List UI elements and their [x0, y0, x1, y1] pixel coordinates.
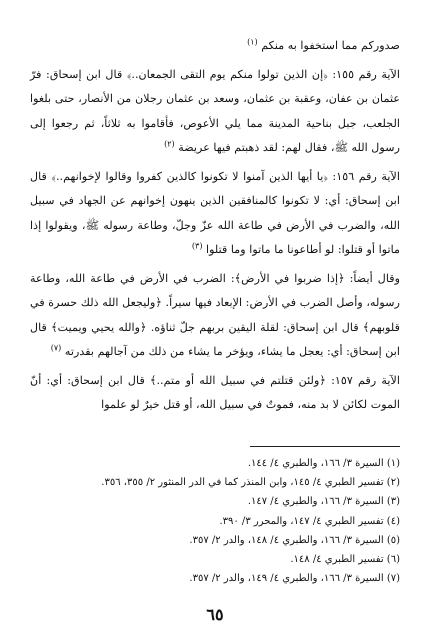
- paragraph-verse-157-text: الآية رقم ١٥٧: ﴿ولئن قتلتم في سبيل الله أو متم..﴾ قال ابن إسحاق: أي: أنّ الموت لكائن لا بد منه، فموتٌ في سبيل الله، أو قتل خيرٌ لو علموا: [30, 373, 400, 411]
- paragraph-also-said-text: وقال أيضاً: ﴿إذا ضربوا في الأرض﴾: الضرب في الأرض في طاعة الله، وطاعة رسوله، وأصل الضرب في الأرض: الإبعاد فيها سيراً. ﴿وليجعل الله ذلك حسرة في قلوبهم﴾ قال ابن إسحاق: لقلة اليقين بربهم جلّ ثناؤه. ﴿والله يحيي ويميت﴾ قال ابن إسحاق: أي: يعجل ما يشاء، ويؤخر ما يشاء من ذلك من آجالهم بقدرته: [30, 271, 400, 358]
- footnote-ref-7: (٧): [50, 343, 62, 353]
- paragraph-verse-156-text: الآية رقم ١٥٦: ﴿يا أيها الذين آمنوا لا تكونوا كالذين كفروا وقالوا لإخوانهم..﴾ قال ابن إسحاق: أي: لا تكونوا كالمنافقين الذين ينهون إخوانهم عن الجهاد في سبيل الله، والضرب في الأرض في طاعة الله عزّ وجلّ، وطاعة رسوله ﷺ، ويقولوا إذا ماتوا أو قتلوا: لو أطاعونا ما ماتوا وما قتلوا: [30, 169, 400, 256]
- paragraph-verse-157: [30, 369, 400, 418]
- paragraph-1-text: صدوركم مما استخفوا به منكم: [261, 39, 400, 52]
- footnote-3: (٣) السيرة ٣/ ١٦٦، والطبري ٤/ ١٤٧.: [247, 496, 400, 508]
- footnote-ref-3: (٣): [191, 241, 203, 251]
- paragraph-verse-155-text: الآية رقم ١٥٥: ﴿إن الذين تولوا منكم يوم التقى الجمعان..﴾ قال ابن إسحاق: فرّ عثمان بن عفان، وعقبة بن عثمان، وسعد بن عثمان رجلان من الأنصار، حتى بلغوا الجلعب، جبل بناحية المدينة مما يلي الأعوص، فأقاموا به ثلاثاً، ثم رجعوا إلى رسول الله ﷺ، فقال لهم: لقد ذهبتم فيها عريضة: [30, 67, 400, 154]
- paragraph-verse-156: [30, 165, 400, 263]
- book-page: [30, 34, 400, 624]
- footnotes-list: [30, 454, 400, 588]
- footnote-ref-1: (١): [247, 37, 258, 47]
- paragraph-verse-155: [30, 63, 400, 161]
- footnote-1: (١) السيرة ٣/ ١٦٦، والطبري ٤/ ١٤٤.: [247, 458, 400, 469]
- footnote-4: (٤) تفسير الطبري ٤/ ١٤٧، والمحرر ٣/ ٣٩٠.: [219, 515, 400, 527]
- footnote-7: (٧) السيرة ٣/ ١٦٦، والطبري ٤/ ١٤٩، والدر ٢/ ٣٥٧.: [189, 573, 400, 585]
- page-number: ٦٥: [206, 605, 224, 624]
- footnote-separator: [250, 446, 400, 447]
- footnote-5: (٥) السيرة ٣/ ١٦٦، والطبري ٤/ ١٤٨، والدر ٢/ ٣٥٧.: [189, 534, 400, 546]
- footnote-2: (٢) تفسير الطبري ٤/ ١٤٥، وابن المنذر كما في الدر المنثور ٢/ ٣٥٥، ٣٥٦.: [101, 477, 400, 489]
- footnote-ref-2: (٢): [164, 139, 175, 149]
- paragraph-also-said: [30, 267, 400, 365]
- paragraph-1: [30, 34, 400, 59]
- footnote-6: (٦) تفسير الطبري ٤/ ١٤٨.: [290, 554, 400, 566]
